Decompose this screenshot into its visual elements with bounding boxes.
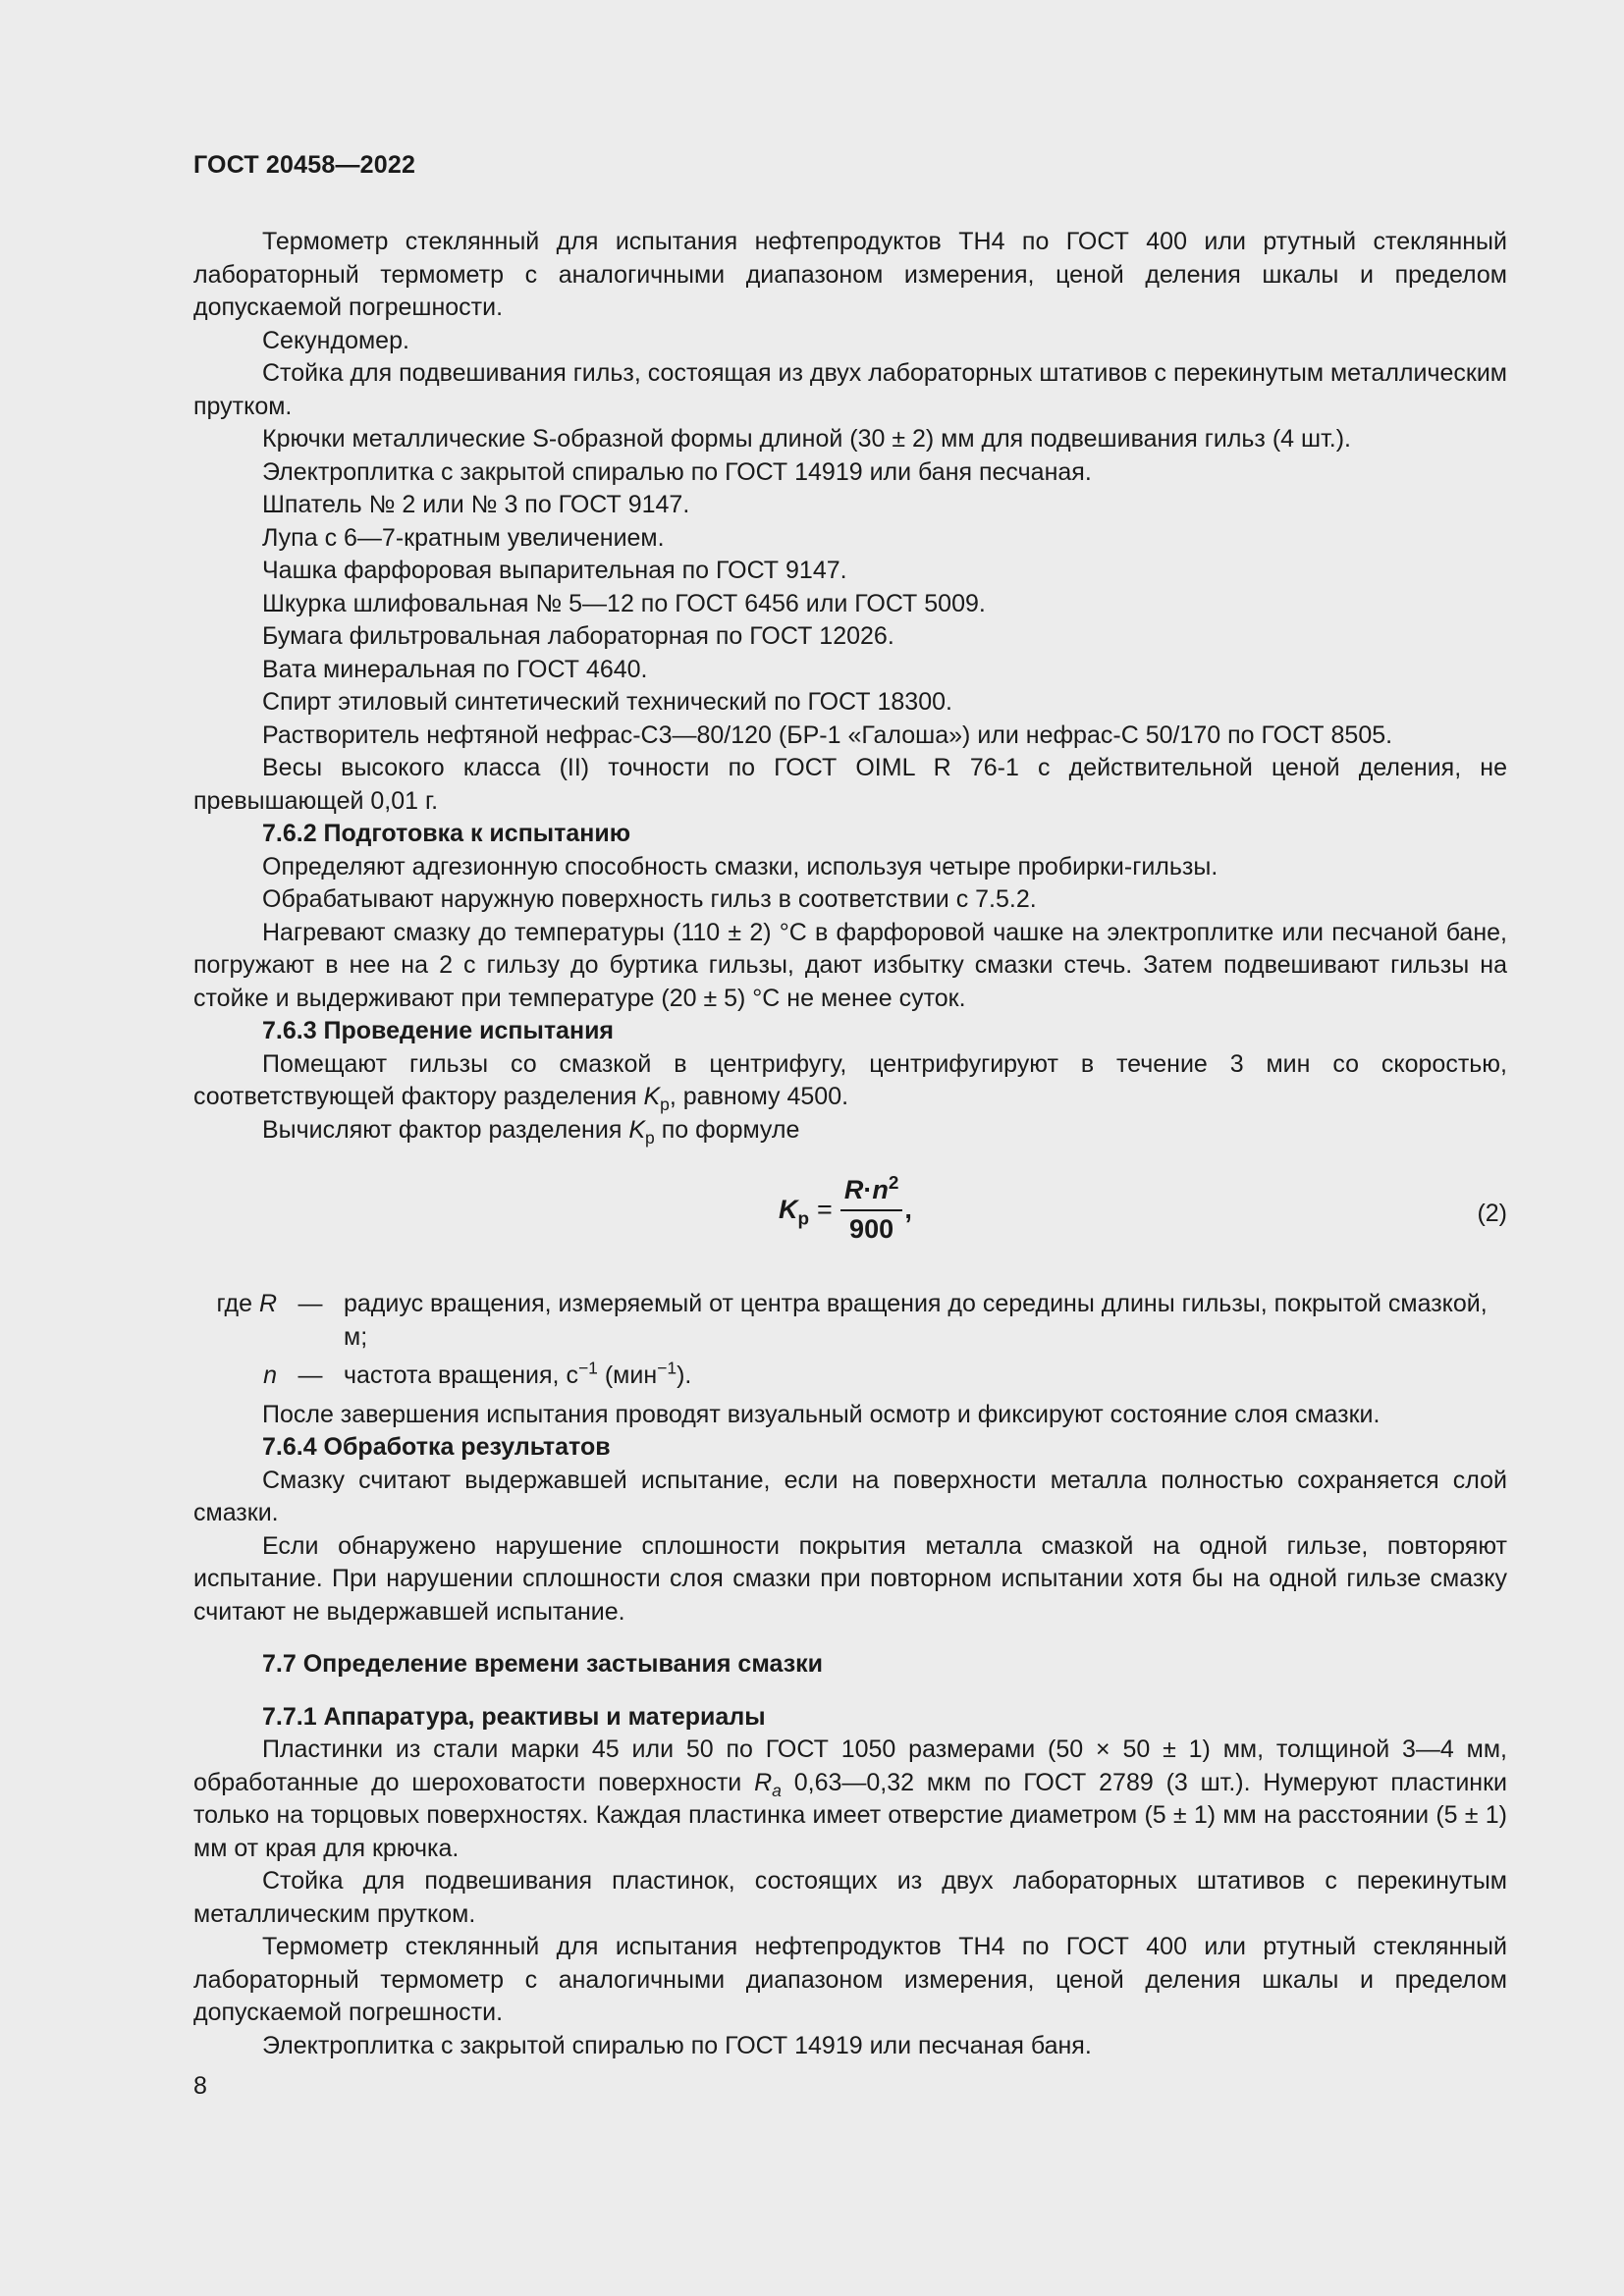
paragraph: Лупа с 6—7-кратным увеличением. — [262, 523, 665, 552]
symbol-k: K — [643, 1083, 661, 1110]
paragraph: Смазку считают выдержавшей испытание, если на поверхности металла полностью сохраняется слой смазки. — [193, 1466, 1507, 1526]
section-heading: 7.7 Определение времени застывания смазки — [262, 1650, 824, 1678]
symbol-k: K — [628, 1115, 646, 1144]
paragraph: Крючки металлические S-образной формы длиной (30 ± 2) мм для подвешивания гильз (4 шт.). — [262, 425, 1351, 453]
paragraph-text: Помещают гильзы со смазкой в центрифугу, центрифугируют в течение 3 мин со скоростью, соответствующей фактору разделения — [193, 1049, 1507, 1110]
paragraph: Стойка для подвешивания гильз, состоящая из двух лабораторных штативов с перекинутым металлическим прутком. — [193, 359, 1507, 420]
paragraph: Секундомер. — [262, 326, 409, 354]
paragraph — [193, 1734, 1507, 1865]
exponent: −1 — [577, 1358, 598, 1378]
paragraph-text: по формуле — [661, 1115, 800, 1144]
paragraph — [193, 1114, 1507, 1148]
symbol-r: R — [258, 1290, 277, 1317]
paragraph: Чашка фарфоровая выпарительная по ГОСТ 9147. — [262, 557, 847, 584]
formula-lhs — [779, 1194, 810, 1230]
definition-text-part: ). — [677, 1362, 692, 1389]
numerator — [840, 1174, 903, 1211]
definition-text-part: частота вращения, с — [344, 1362, 578, 1389]
definition-row — [193, 1288, 1507, 1354]
paragraph: Термометр стеклянный для испытания нефтепродуктов ТН4 по ГОСТ 400 или ртутный стеклянный лабораторный термометр с аналогичными диапазоном измерения, ценой деления шкалы и пределом допускаемой погрешности. — [193, 228, 1507, 321]
symbol-sub-a: a — [772, 1780, 782, 1800]
dot-operator: · — [863, 1175, 873, 1204]
symbol-sub-p: р — [645, 1127, 655, 1148]
paragraph: Весы высокого класса (II) точности по ГОСТ OIML R 76-1 с действительной ценой деления, не превышающей 0,01 г. — [193, 754, 1507, 815]
section-heading: 7.7.1 Аппаратура, реактивы и материалы — [262, 1702, 766, 1731]
symbol-r: R — [843, 1175, 864, 1204]
document-header: ГОСТ 20458—2022 — [193, 151, 416, 179]
symbol-n: n — [872, 1175, 889, 1204]
definition-text: радиус вращения, измеряемый от центра вращения до середины длины гильзы, покрытой смазкой, м; — [344, 1290, 1488, 1351]
section-heading: 7.6.4 Обработка результатов — [262, 1433, 611, 1461]
document-body — [193, 226, 1507, 2062]
definition-dash: — — [298, 1362, 323, 1389]
paragraph-text: 0,63—0,32 мкм по ГОСТ 2789 (3 шт.). Нумеруют пластинки только на торцовых поверхностях. Каждая пластинка имеет отверстие диаметром (5 ± 1) мм на расстоянии (5 ± 1) мм от края для крючка. — [193, 1768, 1508, 1862]
symbol-sub-p: р — [797, 1208, 810, 1230]
definition-text — [344, 1360, 1507, 1393]
definition-symbol — [193, 1360, 277, 1393]
definitions-list — [193, 1288, 1507, 1393]
formula-block — [193, 1168, 1507, 1266]
definition-dash: — — [298, 1290, 323, 1317]
paragraph: Растворитель нефтяной нефрас-С3—80/120 (БР-1 «Галоша») или нефрас-С 50/170 по ГОСТ 8505. — [262, 721, 1393, 749]
paragraph: Обрабатывают наружную поверхность гильз в соответствии с 7.5.2. — [262, 885, 1037, 913]
paragraph: Термометр стеклянный для испытания нефтепродуктов ТН4 по ГОСТ 400 или ртутный стеклянный лабораторный термометр с аналогичными диапазоном измерения, ценой деления шкалы и пределом допускаемой погрешности. — [193, 1933, 1507, 2026]
paragraph: Вата минеральная по ГОСТ 4640. — [262, 655, 648, 683]
equation-number: (2) — [1477, 1200, 1507, 1227]
section-heading: 7.6.2 Подготовка к испытанию — [262, 820, 631, 847]
paragraph: После завершения испытания проводят визуальный осмотр и фиксируют состояние слоя смазки. — [262, 1400, 1380, 1428]
formula — [779, 1174, 912, 1246]
paragraph-text: , равному 4500. — [669, 1083, 849, 1110]
paragraph: Электроплитка с закрытой спиралью по ГОСТ 14919 или баня песчаная. — [262, 457, 1092, 486]
paragraph: Электроплитка с закрытой спиралью по ГОСТ 14919 или песчаная баня. — [262, 2031, 1092, 2059]
definition-text-part: (мин — [597, 1362, 658, 1389]
paragraph: Шпатель № 2 или № 3 по ГОСТ 9147. — [262, 491, 690, 518]
denominator: 900 — [849, 1213, 894, 1244]
where-label: где — [216, 1290, 252, 1317]
fraction — [840, 1174, 903, 1246]
symbol-r: R — [754, 1768, 773, 1796]
exponent: 2 — [888, 1173, 899, 1194]
paragraph: Определяют адгезионную способность смазки, используя четыре пробирки-гильзы. — [262, 852, 1218, 881]
symbol-n: n — [263, 1362, 277, 1389]
formula-comma: , — [904, 1194, 912, 1224]
paragraph: Нагревают смазку до температуры (110 ± 2) °С в фарфоровой чашке на электроплитке или песчаной бане, погружают в нее на 2 с гильзу до буртика гильзы, дают избытку смазки стечь. Затем подвешивают гильзы на стойке и выдерживают при температуре (20 ± 5) °С не менее суток. — [193, 918, 1507, 1012]
exponent: −1 — [657, 1358, 677, 1378]
section-heading: 7.6.3 Проведение испытания — [262, 1017, 615, 1044]
paragraph-text: Вычисляют фактор разделения — [262, 1115, 623, 1144]
paragraph — [193, 1048, 1507, 1114]
paragraph: Если обнаружено нарушение сплошности покрытия металла смазкой на одной гильзе, повторяют испытание. При нарушении сплошности слоя смазки при повторном испытании хотя бы на одной гильзе смазку считают не выдержавшей испытание. — [193, 1531, 1507, 1626]
paragraph: Шкурка шлифовальная № 5—12 по ГОСТ 6456 или ГОСТ 5009. — [262, 589, 986, 617]
definition-symbol — [193, 1288, 277, 1354]
page-number: 8 — [193, 2072, 207, 2100]
definition-row — [193, 1360, 1507, 1393]
paragraph: Бумага фильтровальная лабораторная по ГОСТ 12026. — [262, 622, 894, 650]
paragraph-text: Пластинки из стали марки 45 или 50 по ГОСТ 1050 размерами (50 × 50 ± 1) мм, толщиной 3—4 мм, обработанные до шероховатости поверхности — [193, 1735, 1507, 1796]
paragraph: Спирт этиловый синтетический технический по ГОСТ 18300. — [262, 688, 952, 716]
paragraph: Стойка для подвешивания пластинок, состоящих из двух лабораторных штативов с перекинутым металлическим прутком. — [193, 1867, 1507, 1928]
symbol-sub-p: р — [660, 1095, 670, 1114]
equals-sign: = — [817, 1194, 833, 1224]
symbol-k: K — [779, 1194, 798, 1224]
